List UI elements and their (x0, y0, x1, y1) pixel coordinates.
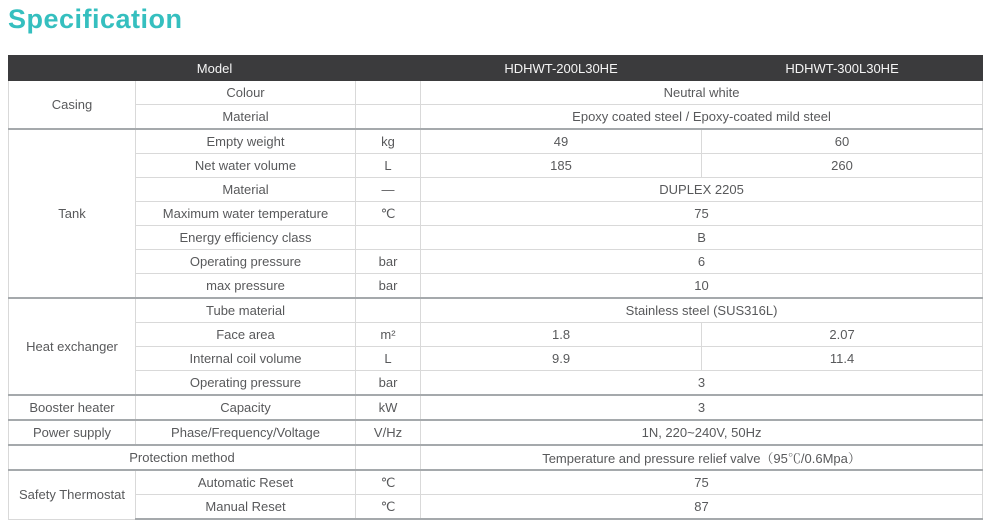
table-row (9, 154, 983, 178)
table-row (9, 395, 983, 420)
cell-parameter: Operating pressure (136, 371, 356, 396)
cell-value: 1N, 220~240V, 50Hz (421, 420, 983, 445)
cell-value: 11.4 (702, 347, 983, 371)
cell-value: 60 (702, 129, 983, 154)
cell-unit: ℃ (356, 495, 421, 520)
cell-parameter: Internal coil volume (136, 347, 356, 371)
cell-group-booster-heater: Booster heater (9, 395, 136, 420)
cell-unit: — (356, 178, 421, 202)
table-row (9, 323, 983, 347)
cell-unit (356, 226, 421, 250)
cell-unit: bar (356, 250, 421, 274)
cell-parameter: Face area (136, 323, 356, 347)
header-cell-model-300: HDHWT-300L30HE (702, 56, 983, 81)
table-header-row (9, 56, 983, 81)
cell-value: 3 (421, 371, 983, 396)
header-cell-model-200: HDHWT-200L30HE (421, 56, 702, 81)
table-row (9, 81, 983, 105)
cell-unit: kW (356, 395, 421, 420)
cell-value: B (421, 226, 983, 250)
cell-value: 75 (421, 470, 983, 495)
table-row (9, 250, 983, 274)
cell-parameter: Material (136, 178, 356, 202)
page-title: Specification (8, 4, 183, 34)
cell-value: 6 (421, 250, 983, 274)
cell-value: Epoxy coated steel / Epoxy-coated mild steel (421, 105, 983, 130)
cell-value: 1.8 (421, 323, 702, 347)
cell-group-heat-exchanger: Heat exchanger (9, 298, 136, 395)
table-row (9, 274, 983, 299)
table-row (9, 178, 983, 202)
cell-parameter: Maximum water temperature (136, 202, 356, 226)
cell-unit: bar (356, 371, 421, 396)
cell-value: 260 (702, 154, 983, 178)
cell-parameter: Capacity (136, 395, 356, 420)
cell-group-tank: Tank (9, 129, 136, 298)
cell-unit: ℃ (356, 202, 421, 226)
cell-value: Stainless steel (SUS316L) (421, 298, 983, 323)
cell-value: DUPLEX 2205 (421, 178, 983, 202)
cell-value: 9.9 (421, 347, 702, 371)
cell-unit: kg (356, 129, 421, 154)
cell-parameter: Material (136, 105, 356, 130)
cell-value: 87 (421, 495, 983, 520)
table-row (9, 445, 983, 470)
cell-unit: m² (356, 323, 421, 347)
cell-parameter: max pressure (136, 274, 356, 299)
specification-table (8, 55, 983, 520)
cell-parameter: Automatic Reset (136, 470, 356, 495)
cell-value: 185 (421, 154, 702, 178)
table-row (9, 371, 983, 396)
cell-unit (356, 298, 421, 323)
table-row (9, 105, 983, 130)
cell-unit: V/Hz (356, 420, 421, 445)
cell-parameter: Tube material (136, 298, 356, 323)
cell-parameter: Phase/Frequency/Voltage (136, 420, 356, 445)
table-row (9, 470, 983, 495)
cell-parameter: Energy efficiency class (136, 226, 356, 250)
cell-unit: bar (356, 274, 421, 299)
cell-value: 3 (421, 395, 983, 420)
cell-group-safety-thermostat: Safety Thermostat (9, 470, 136, 519)
cell-label-protection-method: Protection method (9, 445, 356, 470)
cell-parameter: Manual Reset (136, 495, 356, 520)
cell-unit: L (356, 154, 421, 178)
cell-value: 10 (421, 274, 983, 299)
cell-unit (356, 81, 421, 105)
cell-value: 49 (421, 129, 702, 154)
cell-value: 75 (421, 202, 983, 226)
table-row (9, 226, 983, 250)
table-row (9, 202, 983, 226)
table-row (9, 347, 983, 371)
cell-value: Neutral white (421, 81, 983, 105)
cell-unit (356, 445, 421, 470)
cell-value: Temperature and pressure relief valve（95℃/0.6Mpa） (421, 445, 983, 470)
cell-unit (356, 105, 421, 130)
cell-unit: L (356, 347, 421, 371)
table-row (9, 298, 983, 323)
cell-parameter: Net water volume (136, 154, 356, 178)
cell-parameter: Empty weight (136, 129, 356, 154)
cell-group-casing: Casing (9, 81, 136, 130)
table-row (9, 420, 983, 445)
cell-parameter: Colour (136, 81, 356, 105)
cell-unit: ℃ (356, 470, 421, 495)
cell-group-power-supply: Power supply (9, 420, 136, 445)
header-cell-model: Model (9, 56, 421, 81)
table-row (9, 129, 983, 154)
cell-parameter: Operating pressure (136, 250, 356, 274)
cell-value: 2.07 (702, 323, 983, 347)
table-row (9, 495, 983, 520)
